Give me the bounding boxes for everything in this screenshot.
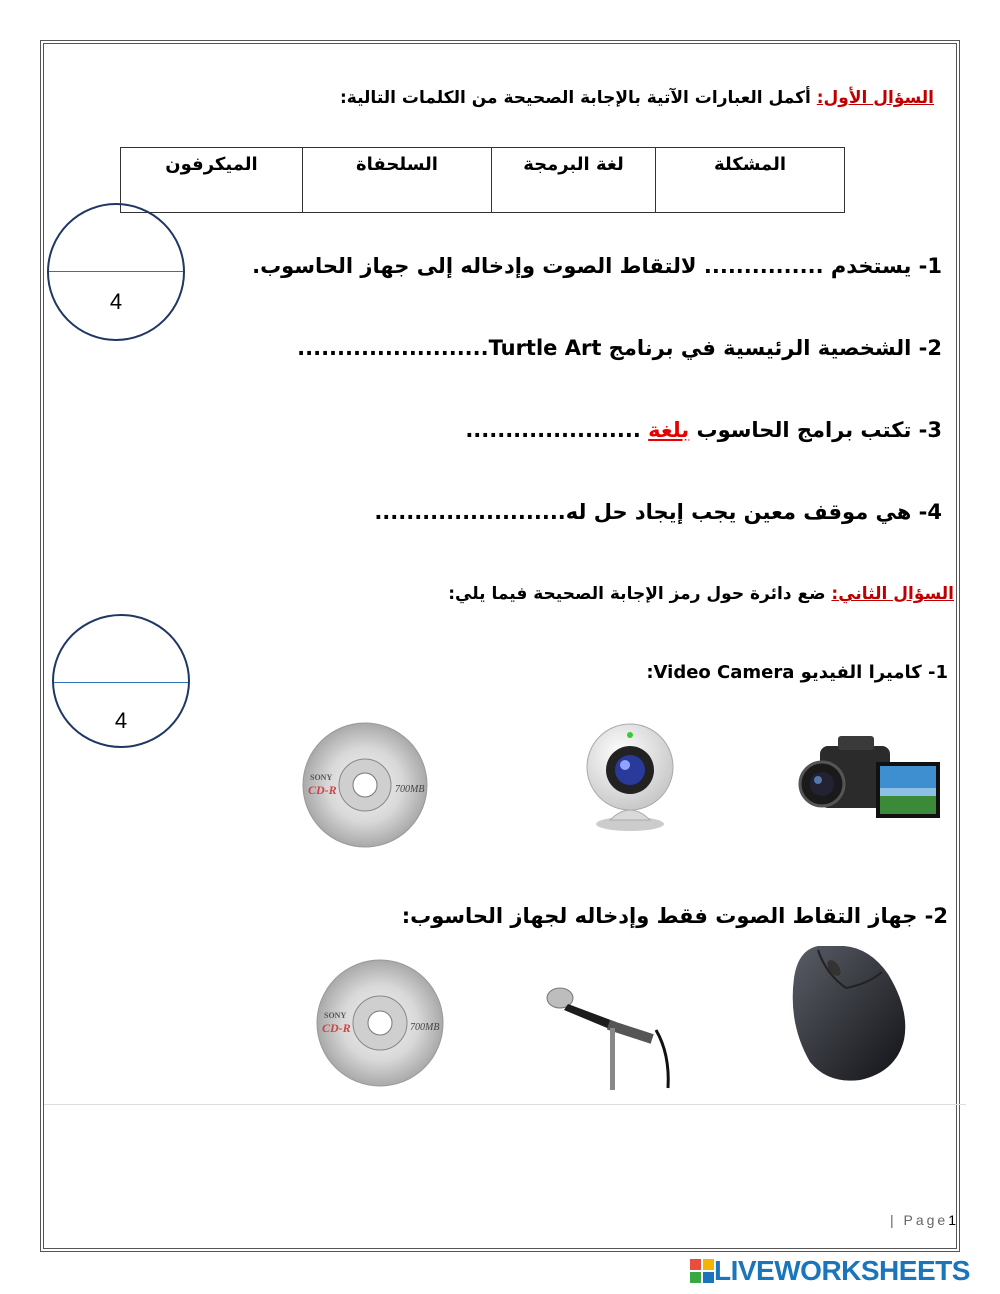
item-text: الشخصية الرئيسية في برنامج Turtle Art........................ [297, 336, 912, 360]
item-text: كاميرا الفيديو Video Camera: [646, 662, 922, 683]
cd-type-label: CD-R [322, 1021, 351, 1035]
score-circle-q2 [52, 614, 190, 748]
answer-blank[interactable]: ...................... [465, 418, 641, 442]
item-keyword: بلغة [648, 418, 690, 442]
score-circle-q1 [47, 203, 185, 341]
q1-heading [340, 88, 934, 108]
cd-type-label: CD-R [308, 783, 337, 797]
word-bank-cell[interactable]: لغة البرمجة [492, 148, 656, 213]
q1-instruction: أكمل العبارات الآتية بالإجابة الصحيحة من الكلمات التالية: [340, 88, 811, 108]
q1-item-2 [297, 336, 942, 360]
word-bank-cell[interactable]: الميكرفون [121, 148, 303, 213]
item-number: 1- [918, 254, 942, 278]
score-divider [54, 682, 188, 683]
word-bank-cell[interactable]: المشكلة [656, 148, 845, 213]
item-number: 1- [927, 662, 948, 683]
q2-sub-2 [402, 904, 948, 928]
q1-item-1 [252, 254, 942, 278]
q2-sub-1 [646, 662, 948, 683]
item-number: 4- [918, 500, 942, 524]
item-number: 2- [918, 336, 942, 360]
q2-heading [448, 584, 954, 604]
item-text: تكتب برامج الحاسوب [696, 418, 912, 442]
q1-item-4 [374, 500, 942, 524]
item-number: 3- [918, 418, 942, 442]
logo-text: LIVEWORKSHEETS [714, 1255, 970, 1286]
q1-title: السؤال الأول: [816, 88, 934, 108]
page-divider [44, 1104, 966, 1105]
webcam-icon[interactable] [580, 720, 680, 832]
score-value: 4 [109, 289, 123, 314]
page-footer [890, 1212, 959, 1228]
score-value: 4 [114, 708, 128, 733]
word-bank-cell[interactable]: السلحفاة [303, 148, 492, 213]
page-label: | Page [890, 1212, 949, 1228]
item-text: هي موقف معين يجب إيجاد حل له........................ [374, 500, 912, 524]
item-text: يستخدم ............... لالتقاط الصوت وإدخاله إلى جهاز الحاسوب. [252, 254, 912, 278]
cd-capacity-label: 700MB [395, 784, 425, 795]
microphone-icon[interactable] [546, 984, 676, 1090]
page-number: 1 [948, 1212, 960, 1228]
item-number: 2- [924, 904, 948, 928]
q2-title: السؤال الثاني: [831, 584, 954, 604]
mouse-icon[interactable] [788, 944, 910, 1084]
logo-blocks-icon [690, 1259, 714, 1283]
cd-capacity-label: 700MB [410, 1022, 440, 1033]
score-divider [49, 271, 183, 272]
word-bank-table [120, 147, 845, 213]
liveworksheets-logo[interactable] [690, 1256, 970, 1286]
cd-disc-icon[interactable] [300, 722, 430, 848]
item-text: جهاز التقاط الصوت فقط وإدخاله لجهاز الحاسوب: [401, 904, 918, 928]
cd-disc-icon[interactable] [314, 958, 446, 1088]
cd-brand-label: SONY [310, 773, 333, 782]
q2-instruction: ضع دائرة حول رمز الإجابة الصحيحة فيما يلي: [448, 584, 826, 604]
cd-brand-label: SONY [324, 1011, 347, 1020]
video-camera-icon[interactable] [798, 736, 944, 830]
q1-item-3 [465, 418, 942, 442]
